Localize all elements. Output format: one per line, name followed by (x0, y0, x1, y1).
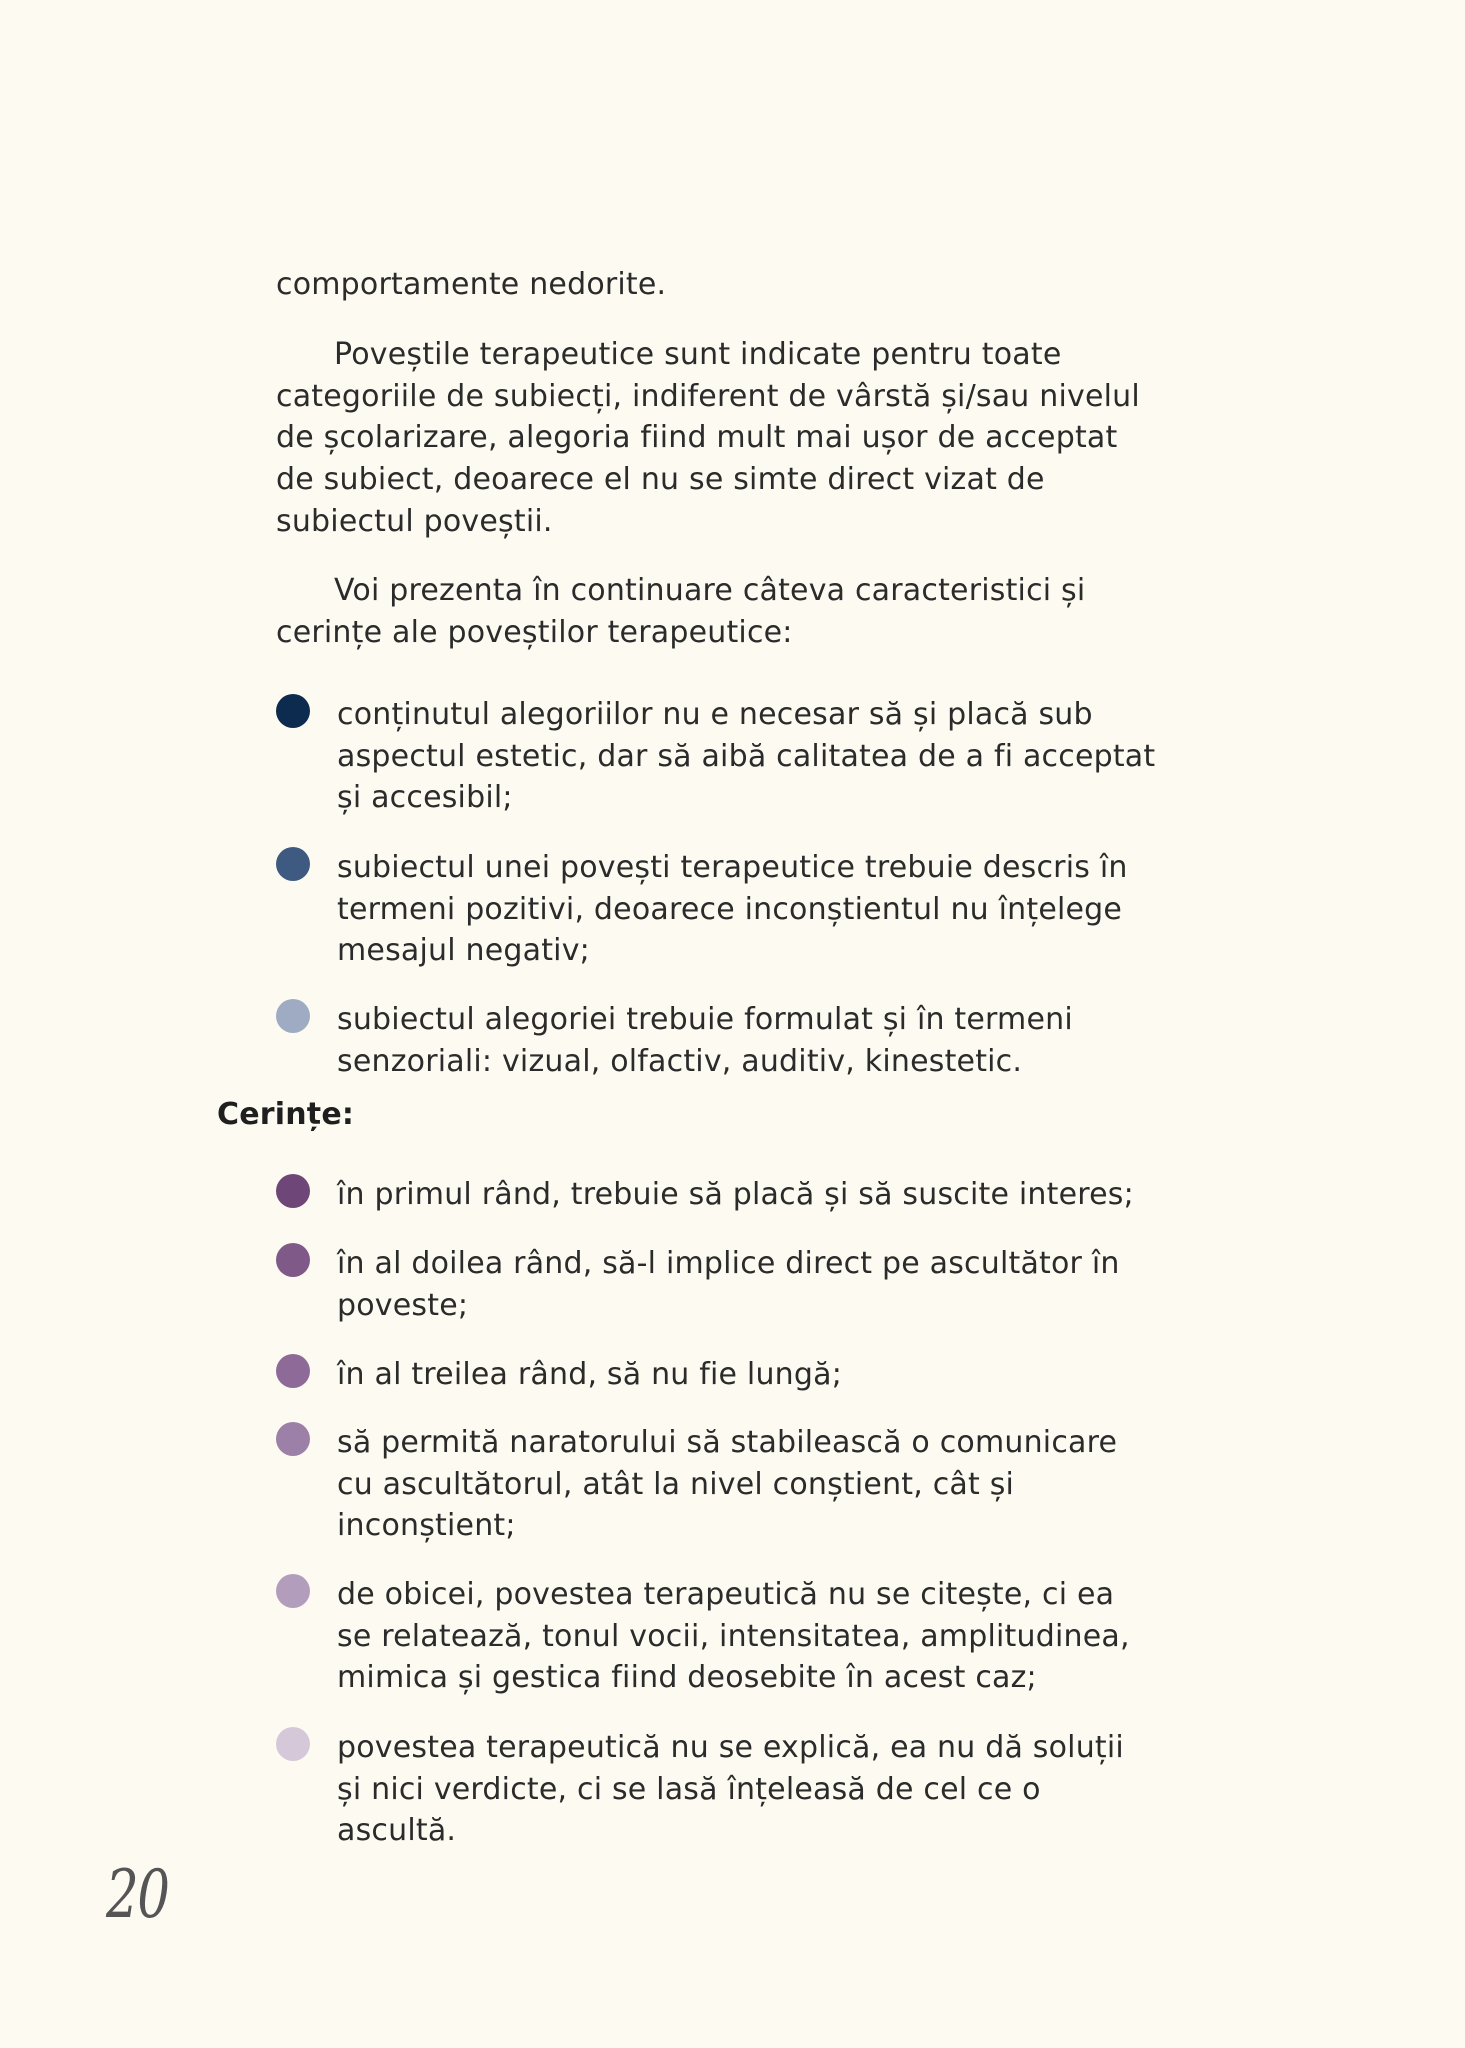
bullet-dot (276, 1574, 310, 1608)
bullet-dot (276, 1354, 310, 1388)
characteristic-text: subiectul unei povești terapeutice trebuie descris în termeni pozitivi, deoarece inconștientul nu înțelege mesajul negativ; (337, 850, 1128, 969)
paragraph-intro-list: Voi prezenta în continuare câteva caracteristici și cerințe ale poveștilor terapeutice: (276, 573, 1086, 650)
page-number: 20 (106, 1856, 169, 1933)
requirement-text: în primul rând, trebuie să placă și să suscite interes; (337, 1177, 1134, 1212)
paragraph-indications: Poveștile terapeutice sunt indicate pentru toate categoriile de subiecți, indiferent de vârstă și/sau nivelul de școlarizare, alegoria fiind mult mai ușor de acceptat de subiect, deoarece el nu se simte direct vizat de subiectul poveștii. (276, 337, 1140, 539)
bullet-dot (276, 999, 310, 1033)
requirements-heading: Cerințe: (217, 1097, 355, 1132)
bullet-dot (276, 694, 310, 728)
requirement-text: în al treilea rând, să nu fie lungă; (337, 1357, 843, 1392)
requirement-text: în al doilea rând, să-l implice direct pe ascultător în poveste; (337, 1246, 1120, 1323)
bullet-dot (276, 847, 310, 881)
bullet-dot (276, 1243, 310, 1277)
requirement-text: de obicei, povestea terapeutică nu se citește, ci ea se relatează, tonul vocii, intensitatea, amplitudinea, mimica și gestica fiind deosebite în acest caz; (337, 1577, 1130, 1696)
bullet-dot (276, 1422, 310, 1456)
characteristic-text: conținutul alegoriilor nu e necesar să și placă sub aspectul estetic, dar să aibă calitatea de a fi acceptat și accesibil; (337, 697, 1156, 816)
bullet-dot (276, 1727, 310, 1761)
bullet-dot (276, 1174, 310, 1208)
paragraph-continuation: comportamente nedorite. (276, 267, 667, 302)
requirement-text: povestea terapeutică nu se explică, ea nu dă soluții și nici verdicte, ci se lasă înțeleasă de cel ce o ascultă. (337, 1730, 1124, 1849)
characteristic-text: subiectul alegoriei trebuie formulat și în termeni senzoriali: vizual, olfactiv, auditiv, kinestetic. (337, 1002, 1073, 1079)
requirement-text: să permită naratorului să stabilească o comunicare cu ascultătorul, atât la nivel conștient, cât și inconștient; (337, 1425, 1118, 1544)
